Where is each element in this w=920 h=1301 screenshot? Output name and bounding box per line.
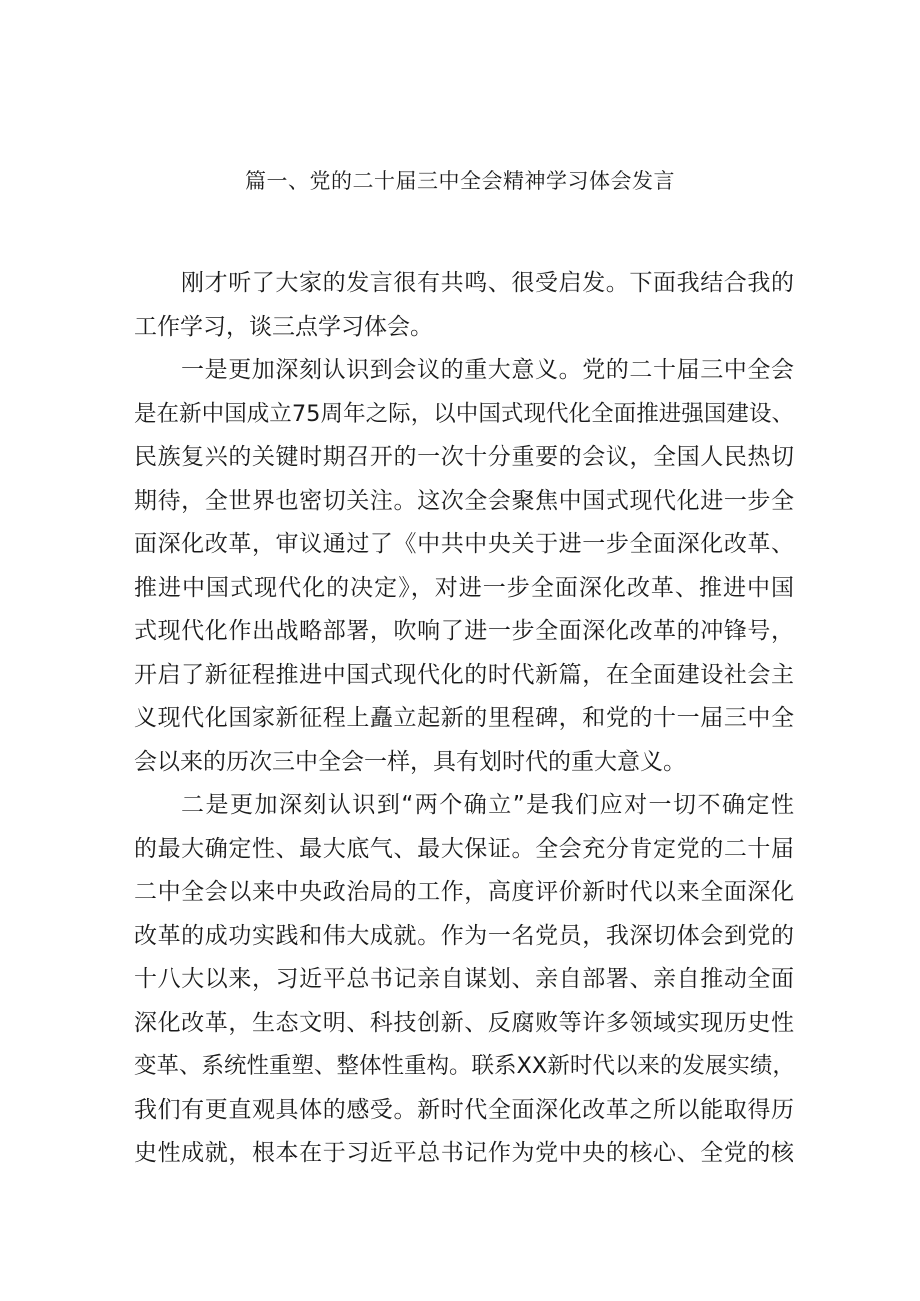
text-line: 工作学习，谈三点学习体会。	[134, 313, 433, 340]
text-line: 二是更加深刻认识到“两个确立”是我们应对一切不确定性	[181, 792, 794, 818]
text-line: 推进中国式现代化的决定》，对进一步全面深化改革、推进中国	[134, 574, 794, 601]
text-line: 一是更加深刻认识到会议的重大意义。党的二十届三中全会	[181, 357, 794, 383]
text-line: 我们有更直观具体的感受。新时代全面深化改革之所以能取得历	[134, 1096, 794, 1123]
text-line: 是在新中国成立75周年之际，以中国式现代化全面推进强国建设、	[134, 400, 794, 427]
text-line: 改革的成功实践和伟大成就。作为一名党员，我深切体会到党的	[134, 922, 794, 949]
text-line: 史性成就，根本在于习近平总书记作为党中央的核心、全党的核	[134, 1140, 794, 1166]
document-title: 篇一、党的二十届三中全会精神学习体会发言	[245, 169, 675, 193]
document-body	[134, 262, 794, 1176]
text-line: 十八大以来，习近平总书记亲自谋划、亲自部署、亲自推动全面	[134, 966, 794, 992]
text-line: 变革、系统性重塑、整体性重构。联系XX新时代以来的发展实绩，	[134, 1053, 795, 1079]
text-line: 开启了新征程推进中国式现代化的时代新篇，在全面建设社会主	[134, 661, 794, 688]
text-line: 深化改革，生态文明、科技创新、反腐败等许多领域实现历史性	[134, 1009, 794, 1036]
text-line: 期待，全世界也密切关注。这次全会聚焦中国式现代化进一步全	[134, 487, 794, 514]
text-line: 会以来的历次三中全会一样，具有划时代的重大意义。	[134, 748, 686, 775]
text-line: 二中全会以来中央政治局的工作，高度评价新时代以来全面深化	[134, 879, 794, 905]
text-line: 的最大确定性、最大底气、最大保证。全会充分肯定党的二十届	[134, 835, 794, 862]
text-line: 式现代化作出战略部署，吹响了进一步全面深化改革的冲锋号，	[134, 618, 794, 644]
text-line: 民族复兴的关键时期召开的一次十分重要的会议，全国人民热切	[134, 444, 794, 470]
text-line: 面深化改革，审议通过了《中共中央关于进一步全面深化改革、	[134, 531, 794, 557]
text-line: 刚才听了大家的发言很有共鸣、很受启发。下面我结合我的	[181, 270, 794, 296]
text-line: 义现代化国家新征程上矗立起新的里程碑，和党的十一届三中全	[134, 705, 794, 731]
